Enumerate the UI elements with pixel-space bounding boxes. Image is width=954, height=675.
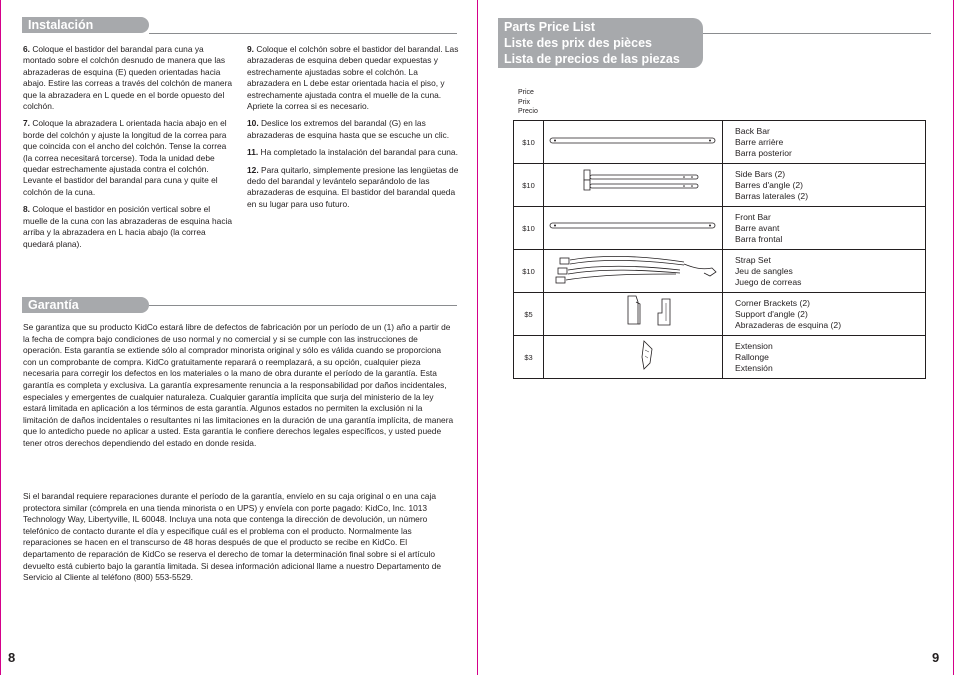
title-english: Parts Price List <box>504 20 596 34</box>
page-edge-left <box>0 0 1 675</box>
installation-rule <box>149 33 457 34</box>
part-names-cell: Back Bar Barre arrière Barra posterior <box>723 121 926 164</box>
part-image-cell <box>544 164 723 207</box>
price-cell: $5 <box>514 293 544 336</box>
part-image-cell <box>544 121 723 164</box>
price-cell: $10 <box>514 207 544 250</box>
price-cell: $3 <box>514 336 544 379</box>
warranty-rule <box>149 305 457 306</box>
part-image-cell <box>544 250 723 293</box>
table-row-corner-brackets <box>514 293 926 336</box>
installation-column-2 <box>247 44 459 216</box>
page-number-left: 8 <box>8 650 16 665</box>
warranty-paragraph-2: Si el barandal requiere reparaciones durante el período de la garantía, envíelo en su caja original o en una caja protectora similar (cómprela en una tienda minorista o en UPS) y envíela con porte pagado: KidCo, Inc. 1013 Technology Way, Libertyville, IL 60048. Incluya una nota que contenga la dirección de devolución, un número telefónico de contacto durante el día y especifique cuál es el problema con el producto. Normalmente las reparaciones se hacen en el transcurso de 48 horas después de que el producto se recibe en KidCo. El departamento de reparación de KidCo se reserva el derecho de tomar la determinación final sobre si el artículo devuelto está cubierto bajo la garantía limitada. Si desea información adicional llame a nuestro Departamento de Servicio al Cliente al teléfono (800) 553-5529. <box>23 491 442 583</box>
warranty-heading: Garantía <box>22 297 149 313</box>
part-names-cell: Side Bars (2) Barres d'angle (2) Barras laterales (2) <box>723 164 926 207</box>
front-bar-icon <box>544 207 722 244</box>
extension-icon <box>544 336 722 373</box>
part-names-cell: Strap Set Jeu de sangles Juego de correas <box>723 250 926 293</box>
price-cell: $10 <box>514 121 544 164</box>
price-cell: $10 <box>514 164 544 207</box>
installation-heading: Instalación <box>22 17 149 33</box>
strap-set-icon <box>544 250 722 287</box>
part-names-cell: Extension Rallonge Extensión <box>723 336 926 379</box>
step-8: 8. Coloque el bastidor en posición vertical sobre el muelle de la cuna con las abrazaderas de esquina hacia arriba y la abrazadera en L hacia abajo (la correa quedará plana). <box>23 204 233 249</box>
part-names-cell: Corner Brackets (2) Support d'angle (2) Abrazaderas de esquina (2) <box>723 293 926 336</box>
title-french: Liste des prix des pièces <box>504 36 652 50</box>
step-12: 12. Para quitarlo, simplemente presione las lengüetas de dedo del barandal y levántelo separándolo de las abrazaderas de esquina. El bastidor del barandal queda en su lugar para uso futuro. <box>247 164 459 209</box>
part-image-cell <box>544 207 723 250</box>
table-row-front-bar <box>514 207 926 250</box>
part-names-cell: Front Bar Barre avant Barra frontal <box>723 207 926 250</box>
table-row-extension <box>514 336 926 379</box>
page-divider <box>477 0 478 675</box>
title-spanish: Lista de precios de las piezas <box>504 52 680 66</box>
warranty-paragraph-1: Se garantiza que su producto KidCo estará libre de defectos de fabricación por un período de un (1) año a partir de la fecha de compra bajo condiciones de uso normal y no comercial y si se cumple con las instrucciones de operación. Esta garantía se extiende sólo al comprador minorista original y sólo es válida cuando se proporciona con un comprobante de compra. KidCo gratuitamente reparará o reemplazará, a su opción, cualquier pieza necesaria para corregir los defectos en los materiales o la mano de obra durante el período de la garantía. Esta garantía es completa y exclusiva. La garantía expresamente renuncia a la responsabilidad por daños incidentales, especiales y emergentes de cualquier naturaleza. Cualquier garantía implícita que surja del ministerio de la ley estará limitada en aplicación a los términos de esta garantía. Algunos estados no permiten la exclusión ni la limitación de daños incidentales o resultantes ni las limitaciones en la duración de una garantía implícita, de manera que lo antedicho puede no aplicar a usted. Esta garantía le confiere derechos legales específicos, y usted puede tener otros derechos dependiendo del estado en donde resida. <box>23 322 454 448</box>
step-11: 11. Ha completado la instalación del barandal para cuna. <box>247 147 458 158</box>
installation-column-1 <box>23 44 235 256</box>
table-row-back-bar <box>514 121 926 164</box>
price-column-header: Price Prix Precio <box>518 89 538 115</box>
parts-price-list-heading <box>498 18 703 68</box>
back-bar-icon <box>544 121 722 158</box>
price-cell: $10 <box>514 250 544 293</box>
part-image-cell <box>544 293 723 336</box>
parts-price-table <box>513 120 926 379</box>
table-row-side-bars <box>514 164 926 207</box>
step-7: 7. Coloque la abrazadera L orientada hacia abajo en el borde del colchón y ajuste la longitud de la correa para que coincida con el ancho del colchón. Tense la correa (la correa necesitará torcerse). Toda la unidad debe quedar estrechamente ajustada contra el colchón. Levante el bastidor del barandal para cuna y quite el colchón de la cuna. <box>23 118 227 197</box>
step-9: 9. Coloque el colchón sobre el bastidor del barandal. Las abrazaderas de esquina deben quedar expuestas y estrechamente ajustadas sobre el colchón. La abrazadera en L debe estar orientada hacia el piso, y estrechamente ajustada contra el muelle de la cuna. Apriete la correa si es necesario. <box>247 44 459 112</box>
page-number-right: 9 <box>932 650 940 665</box>
price-list-rule <box>703 33 931 34</box>
part-image-cell <box>544 336 723 379</box>
step-10: 10. Deslice los extremos del barandal (G) en las abrazaderas de esquina hasta que se escuche un clic. <box>247 118 450 140</box>
side-bars-icon <box>544 164 722 201</box>
step-6: 6. Coloque el bastidor del barandal para cuna ya montado sobre el colchón desnudo de manera que las abrazaderas de esquina (E) queden orientadas hacia abajo. Estire las correas a través del colchón de manera que la abrazadera en L quede en el borde opuesto del colchón. <box>23 44 233 112</box>
table-row-strap-set <box>514 250 926 293</box>
corner-brackets-icon <box>544 293 722 330</box>
